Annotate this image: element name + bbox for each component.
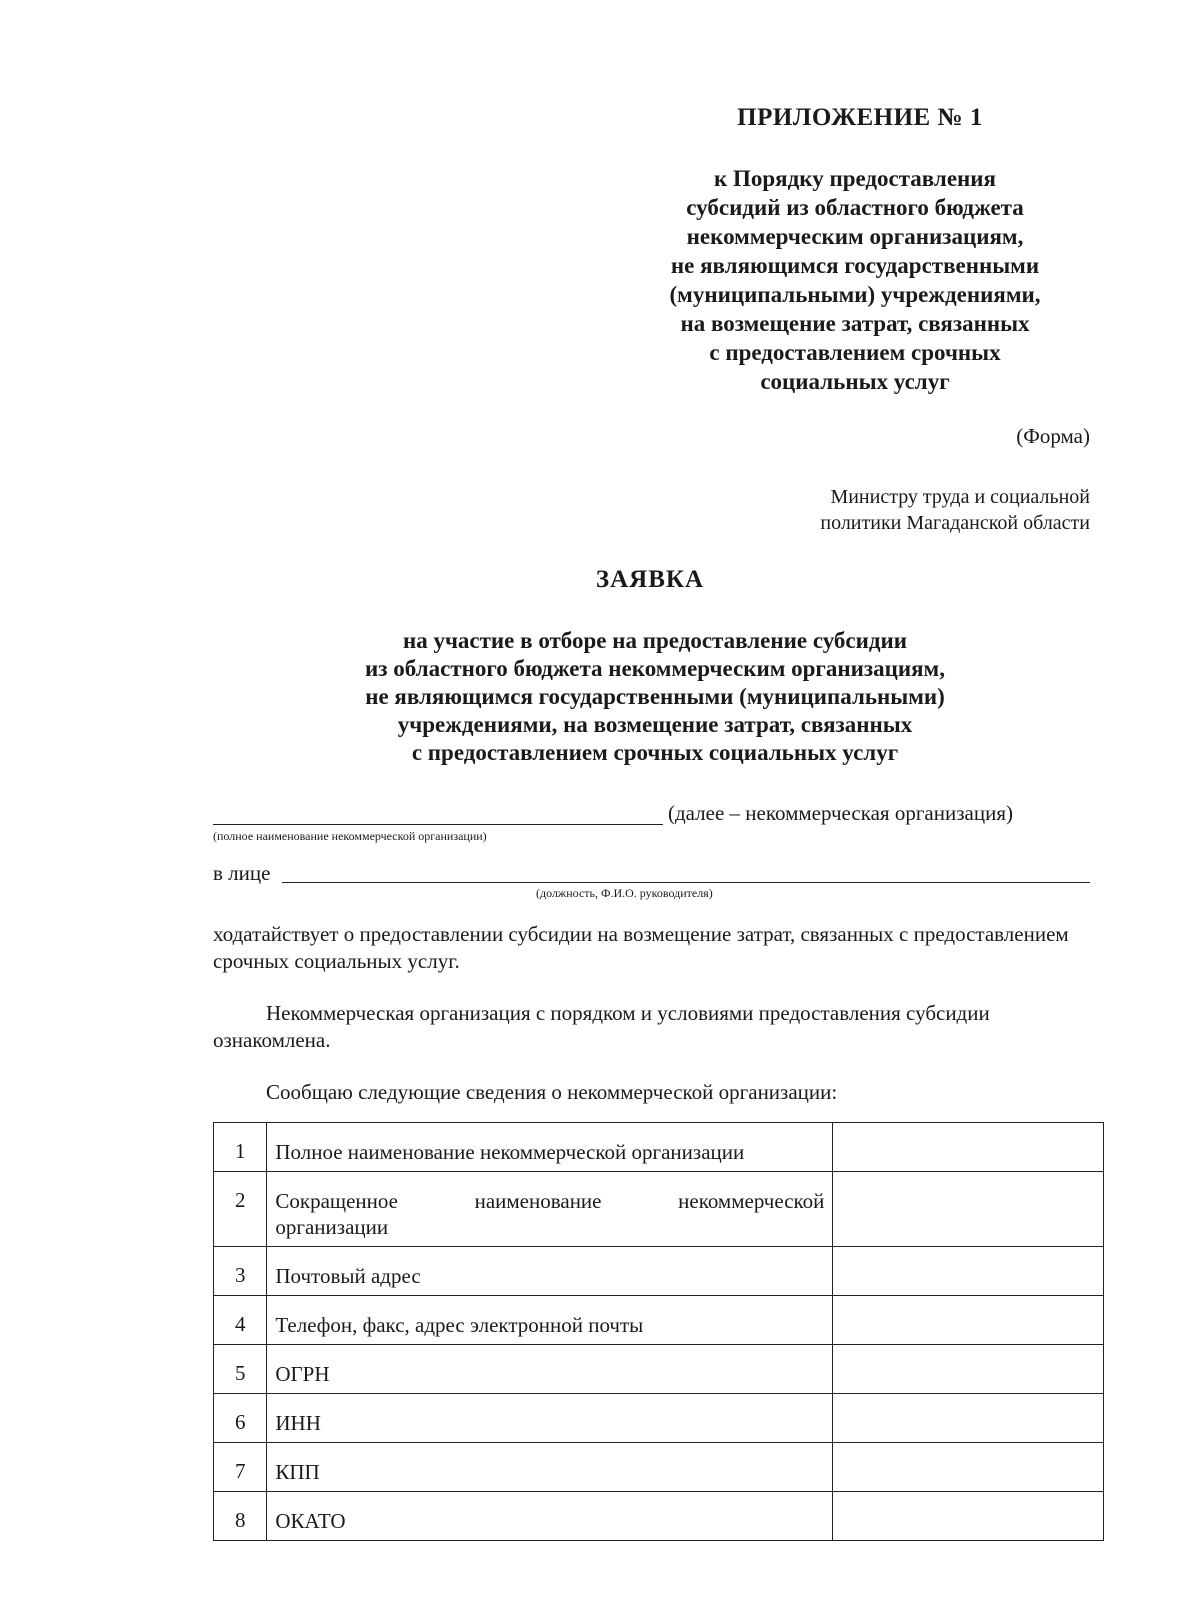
purpose-line: с предоставлением срочных социальных услуг bbox=[411, 740, 899, 765]
row-label: Почтовый адрес bbox=[267, 1247, 833, 1296]
table-row bbox=[214, 1123, 1104, 1172]
row-value[interactable] bbox=[833, 1172, 1104, 1247]
row-value[interactable] bbox=[833, 1247, 1104, 1296]
addressee-line: политики Магаданской области bbox=[820, 512, 1090, 534]
addressee-line: Министру труда и социальной bbox=[830, 486, 1090, 508]
acknowledgement-paragraph: Некоммерческая организация с порядком и условиями предоставления субсидии ознакомлена. bbox=[213, 1001, 990, 1052]
row-label: ОКАТО bbox=[267, 1492, 833, 1541]
row-label bbox=[267, 1172, 833, 1247]
petition-paragraph: ходатайствует о предоставлении субсидии на возмещение затрат, связанных с предоставлением срочных социальных услуг. bbox=[213, 922, 1069, 973]
appendix-subtitle-line: субсидий из областного бюджета bbox=[686, 195, 1024, 220]
row-number: 5 bbox=[214, 1345, 267, 1394]
row-label: Телефон, факс, адрес электронной почты bbox=[267, 1296, 833, 1345]
purpose-line: учреждениями, на возмещение затрат, связанных bbox=[397, 712, 913, 737]
row-number: 7 bbox=[214, 1443, 267, 1492]
appendix-subtitle-line: социальных услуг bbox=[760, 369, 950, 394]
appendix-subtitle-line: (муниципальными) учреждениями, bbox=[669, 282, 1041, 307]
intro-paragraph: Сообщаю следующие сведения о некоммерческой организации: bbox=[266, 1080, 838, 1104]
representative-prefix: в лице bbox=[213, 861, 271, 885]
appendix-title: ПРИЛОЖЕНИЕ № 1 bbox=[737, 104, 983, 131]
table-row bbox=[214, 1345, 1104, 1394]
purpose-line: не являющимся государственными (муниципальными) bbox=[365, 684, 945, 709]
row-value[interactable] bbox=[833, 1345, 1104, 1394]
table-row bbox=[214, 1296, 1104, 1345]
row-number: 8 bbox=[214, 1492, 267, 1541]
appendix-subtitle-line: на возмещение затрат, связанных bbox=[680, 311, 1030, 336]
purpose-line: на участие в отборе на предоставление субсидии bbox=[402, 628, 908, 653]
row-label-word: некоммерческой bbox=[678, 1189, 825, 1213]
appendix-subtitle-line: некоммерческим организациям, bbox=[686, 224, 1024, 249]
table-row bbox=[214, 1492, 1104, 1541]
row-value[interactable] bbox=[833, 1443, 1104, 1492]
row-label-line bbox=[275, 1188, 824, 1214]
row-label-word: Сокращенное bbox=[275, 1189, 398, 1213]
purpose-line: из областного бюджета некоммерческим организациям, bbox=[365, 656, 945, 681]
row-label-word: наименование bbox=[474, 1189, 602, 1213]
row-label: ИНН bbox=[267, 1394, 833, 1443]
representative-fill-line[interactable] bbox=[282, 882, 1090, 883]
table-row bbox=[214, 1247, 1104, 1296]
org-name-suffix: (далее – некоммерческая организация) bbox=[668, 801, 1013, 825]
table-row bbox=[214, 1172, 1104, 1247]
row-label-line: организации bbox=[275, 1215, 389, 1239]
org-name-fill-line[interactable] bbox=[213, 824, 663, 825]
row-value[interactable] bbox=[833, 1296, 1104, 1345]
table-row bbox=[214, 1443, 1104, 1492]
document-title: ЗАЯВКА bbox=[595, 566, 705, 593]
row-number: 2 bbox=[214, 1172, 267, 1247]
row-value[interactable] bbox=[833, 1123, 1104, 1172]
row-value[interactable] bbox=[833, 1492, 1104, 1541]
representative-hint: (должность, Ф.И.О. руководителя) bbox=[536, 886, 713, 900]
addressee bbox=[820, 484, 1090, 536]
row-label: КПП bbox=[267, 1443, 833, 1492]
appendix-subtitle bbox=[605, 164, 1105, 396]
appendix-subtitle-line: с предоставлением срочных bbox=[709, 340, 1001, 365]
appendix-subtitle-line: к Порядку предоставления bbox=[714, 166, 996, 191]
table-row bbox=[214, 1394, 1104, 1443]
appendix-subtitle-line: не являющимся государственными bbox=[670, 253, 1040, 278]
row-number: 1 bbox=[214, 1123, 267, 1172]
row-value[interactable] bbox=[833, 1394, 1104, 1443]
org-info-table bbox=[213, 1122, 1104, 1541]
row-number: 3 bbox=[214, 1247, 267, 1296]
form-mark: (Форма) bbox=[1016, 424, 1090, 448]
row-label: Полное наименование некоммерческой организации bbox=[267, 1123, 833, 1172]
row-label: ОГРН bbox=[267, 1345, 833, 1394]
row-number: 6 bbox=[214, 1394, 267, 1443]
org-name-hint: (полное наименование некоммерческой организации) bbox=[213, 829, 487, 843]
row-number: 4 bbox=[214, 1296, 267, 1345]
document-purpose bbox=[250, 627, 1060, 767]
